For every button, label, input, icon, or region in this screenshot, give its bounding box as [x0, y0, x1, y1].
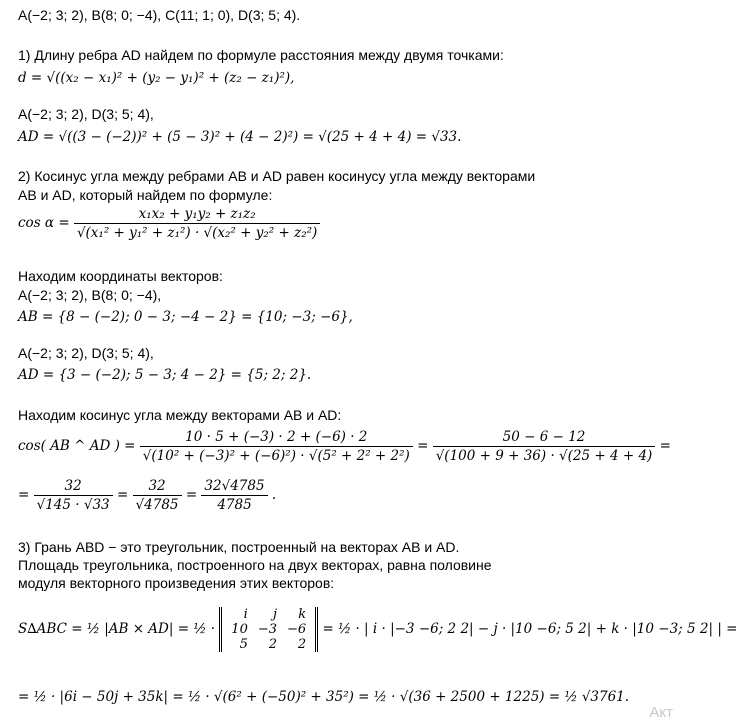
section2-title: 2) Косинус угла между ребрами AB и AD равен косинусу угла между векторами: [18, 168, 536, 184]
ad-length-calc: AD = √((3 − (−2))² + (5 − 3)² + (4 − 2)²) = √(25 + 4 + 4) = √33.: [18, 129, 462, 145]
det-cell: i: [243, 607, 248, 622]
cos-formula: [18, 205, 320, 242]
equals: =: [417, 438, 429, 454]
cos-calc-lhs: cos( AB ^ AD ) =: [18, 438, 136, 454]
calc-num-2: 50 − 6 − 12: [433, 428, 656, 447]
cos-calc: [18, 428, 671, 465]
res-den-1: √145 · √33: [36, 497, 110, 513]
det-cell: 5: [239, 637, 248, 652]
calc-fraction-2: [433, 428, 656, 465]
ab-points: A(−2; 3; 2), B(8; 0; −4),: [18, 287, 162, 303]
calc-den-2: √(100 + 9 + 36) · √(25 + 4 + 4): [435, 448, 653, 464]
calc-den-1: √(10² + (−3)² + (−6)²) · √(5² + 2² + 2²): [142, 448, 410, 464]
section3-line3: модуля векторного произведения этих векторов:: [18, 575, 335, 591]
area-lhs: S∆ABC = ½ |AB × AD| = ½ ·: [18, 621, 215, 637]
res-den-2: √4785: [135, 497, 179, 513]
det-cell: j: [272, 607, 278, 622]
section1-title: 1) Длину ребра AD найдем по формуле расстояния между двумя точками:: [18, 47, 504, 63]
det-cell: −3: [257, 622, 278, 637]
section3-title: 3) Грань ABD − это треугольник, построенный на векторах AB и AD.: [18, 539, 460, 555]
equals: =: [185, 487, 198, 503]
det-cell: 2: [268, 637, 278, 652]
det-cell: −6: [287, 622, 307, 637]
cross-product-determinant: [219, 607, 318, 652]
area-formula: [18, 607, 737, 652]
cos-lhs: cos α =: [18, 215, 70, 231]
cos-title: Находим косинус угла между векторами AB и AD:: [18, 407, 342, 423]
det-cell: 10: [231, 622, 248, 637]
res-num-1: 32: [34, 477, 113, 496]
area-final: = ½ · |6i − 50j + 35k| = ½ · √(6² + (−50)² + 35²) = ½ · √(36 + 2500 + 1225) = ½ √3761.: [18, 689, 630, 705]
calc-fraction-1: [140, 428, 413, 465]
ad-points: A(−2; 3; 2), D(3; 5; 4),: [18, 345, 154, 361]
watermark: Акт: [649, 704, 673, 721]
calc-num-1: 10 · 5 + (−3) · 2 + (−6) · 2: [140, 428, 413, 447]
equals: =: [116, 487, 129, 503]
res-fraction-1: [34, 477, 113, 514]
ad-vector: AD = {3 − (−2); 5 − 3; 4 − 2} = {5; 2; 2}.: [18, 367, 312, 383]
cos-fraction: [74, 205, 320, 242]
equals: =: [659, 438, 671, 454]
det-cell: 2: [297, 637, 307, 652]
determinant-expansion: = ½ · | i · |−3 −6; 2 2| − j · |10 −6; 5 2| + k · |10 −3; 5 2| | =: [322, 621, 737, 637]
res-fraction-2: [133, 477, 182, 514]
ab-vector: AB = {8 − (−2); 0 − 3; −4 − 2} = {10; −3; −6},: [18, 309, 353, 325]
res-fraction-3: [201, 477, 267, 514]
cos-denominator: √(x₁² + y₁² + z₁²) · √(x₂² + y₂² + z₂²): [76, 225, 318, 241]
coords-title: Находим координаты векторов:: [18, 268, 223, 284]
res-den-3: 4785: [217, 497, 252, 513]
res-num-3: 32√4785: [201, 477, 267, 496]
points-header: A(−2; 3; 2), B(8; 0; −4), C(11; 1; 0), D(3; 5; 4).: [18, 7, 301, 23]
det-cell: k: [298, 607, 307, 622]
section2-title-2: AB и AD, который найдем по формуле:: [18, 187, 273, 203]
cos-result: = $\frac{32}{√145 \cdot √33}$ = $\frac{32}{√4785}$ = $\frac{32√4785}{4785}$ .: [18, 478, 277, 513]
equals: =: [18, 487, 30, 503]
section3-line2: Площадь треугольника, построенного на двух векторах, равна половине: [18, 557, 492, 573]
distance-formula: d = √((x₂ − x₁)² + (y₂ − y₁)² + (z₂ − z₁)²),: [18, 70, 295, 86]
cos-numerator: x₁x₂ + y₁y₂ + z₁z₂: [74, 205, 320, 224]
section1-points: A(−2; 3; 2), D(3; 5; 4),: [18, 106, 154, 122]
res-num-2: 32: [133, 477, 182, 496]
